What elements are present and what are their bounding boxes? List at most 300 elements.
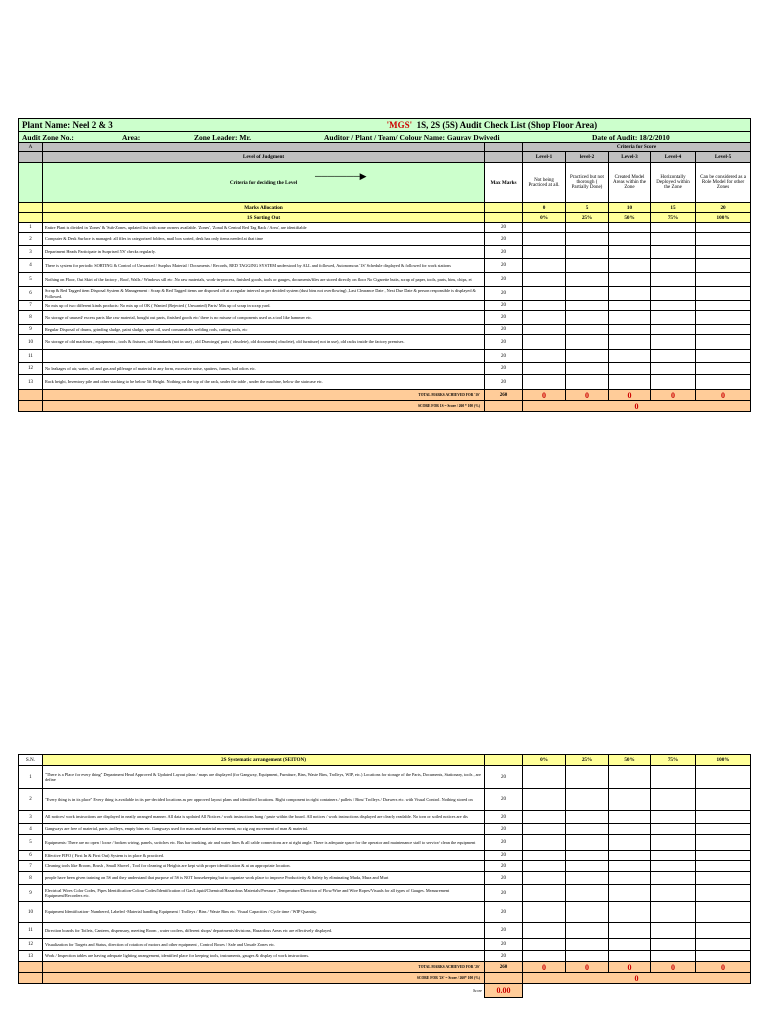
section1-title: 1S Sorting Out (43, 213, 485, 223)
score-cell-level-4[interactable] (651, 872, 696, 885)
percent-value: 100% (696, 755, 751, 766)
title-row (19, 119, 751, 132)
section2-total-l4: 0 (651, 962, 696, 973)
section2-total-l1: 0 (523, 962, 566, 973)
row-sn: 6 (19, 851, 43, 861)
score-cell-level-2[interactable] (566, 233, 609, 246)
score-cell-level-4[interactable] (651, 835, 696, 851)
score-cell-level-4[interactable] (651, 851, 696, 861)
score-cell-level-5[interactable] (696, 851, 751, 861)
section1-total-label: TOTAL MARKS ACHIEVED FOR '1S' (43, 390, 485, 401)
score-cell-level-5[interactable] (696, 233, 751, 246)
score-cell-level-2[interactable] (566, 902, 609, 923)
score-cell-level-1[interactable] (523, 350, 566, 363)
score-cell-level-4[interactable] (651, 375, 696, 390)
score-cell-level-2[interactable] (566, 363, 609, 375)
score-cell-level-3[interactable] (609, 766, 651, 789)
score-cell-level-5[interactable] (696, 861, 751, 872)
row-criteria-text: Equipments: There are no open / loose / broken wiring, panels, switches etc. Bus bar trunking, air and water lines & all cable connections are at right angle. There is adequate space for the operator and maintenance staff to service/ clean the equipment (43, 835, 485, 851)
row-sn: 10 (19, 902, 43, 923)
score-cell-level-5[interactable] (696, 835, 751, 851)
score-cell-level-3[interactable] (609, 363, 651, 375)
score-cell-level-3[interactable] (609, 301, 651, 311)
row-max-marks: 20 (485, 872, 523, 885)
row-sn: 8 (19, 872, 43, 885)
score-cell-level-5[interactable] (696, 363, 751, 375)
audit-checklist-2s-table (18, 754, 751, 998)
row-criteria-text: Visualization for Targets and Status, direction of rotation of motors and other equipment , Control Boxes / Safe and Unsafe Zones etc. (43, 939, 485, 951)
score-cell-level-1[interactable] (523, 246, 566, 259)
score-cell-level-2[interactable] (566, 885, 609, 902)
arrow-right-icon: ───────▶ (315, 171, 367, 181)
score-cell-level-5[interactable] (696, 872, 751, 885)
score-cell-level-5[interactable] (696, 223, 751, 233)
table-row (19, 923, 751, 939)
row-sn: 12 (19, 363, 43, 375)
score-cell-level-4[interactable] (651, 350, 696, 363)
score-cell-level-3[interactable] (609, 311, 651, 325)
row-sn: 4 (19, 824, 43, 835)
score-cell-level-2[interactable] (566, 311, 609, 325)
table-row (19, 951, 751, 962)
score-cell-level-4[interactable] (651, 259, 696, 273)
row-criteria-text: Department Heads Participate in Surprised 5'S' checks regularly. (43, 246, 485, 259)
score-cell-level-3[interactable] (609, 824, 651, 835)
row-criteria-text: Gangways are free of material, parts ,trolleys, empty bins etc. Gangways used for man and material movement, no zig zag movement of man & material. (43, 824, 485, 835)
info-row (19, 132, 751, 143)
row-sn: 1 (19, 766, 43, 789)
percent-value: 25% (566, 213, 609, 223)
row-sn: 13 (19, 951, 43, 962)
section2-total-l5: 0 (696, 962, 751, 973)
level-5-desc: Can be considered as a Role Model for other Zones (696, 163, 751, 203)
score-cell-level-2[interactable] (566, 287, 609, 301)
score-cell-level-1[interactable] (523, 923, 566, 939)
row-criteria-text: Direction boards for Toilets, Canteen, dispensary, meeting Room , water coolers, different shops/ departments/divisions, Hazardous Areas etc are effectively displayed. (43, 923, 485, 939)
score-cell-level-5[interactable] (696, 951, 751, 962)
mgs-label: 'MGS' (386, 120, 413, 130)
table-row (19, 939, 751, 951)
score-label: Score (473, 988, 482, 994)
row-sn: 11 (19, 350, 43, 363)
score-cell-level-4[interactable] (651, 335, 696, 350)
score-cell-level-2[interactable] (566, 301, 609, 311)
score-cell-level-5[interactable] (696, 375, 751, 390)
score-cell-level-1[interactable] (523, 811, 566, 824)
row-sn: 7 (19, 861, 43, 872)
score-cell-level-3[interactable] (609, 872, 651, 885)
row-max-marks: 20 (485, 789, 523, 811)
section1-total-l4: 0 (651, 390, 696, 401)
table-row (19, 789, 751, 811)
score-cell-level-2[interactable] (566, 824, 609, 835)
row-sn: 6 (19, 287, 43, 301)
criteria-label-cell (43, 163, 485, 203)
row-max-marks: 20 (485, 811, 523, 824)
score-cell-level-3[interactable] (609, 375, 651, 390)
row-sn: 7 (19, 301, 43, 311)
score-cell-level-3[interactable] (609, 273, 651, 287)
row-max-marks: 20 (485, 335, 523, 350)
row-max-marks: 20 (485, 273, 523, 287)
table-row (19, 325, 751, 335)
score-cell-level-1[interactable] (523, 851, 566, 861)
marks-allocation: Marks Allocation (43, 203, 485, 213)
section1-score-label: SCORE FOR 1S = Score / 260 * 100 (%) (43, 401, 485, 412)
table-row (19, 861, 751, 872)
score-cell-level-3[interactable] (609, 223, 651, 233)
score-cell-level-3[interactable] (609, 350, 651, 363)
max-marks-header: Max Marks (485, 163, 523, 203)
row-criteria-text: Electrical Wires Color Codes, Pipes Identification-Colour Codes/Identification of Gas/Liquid/Chemical/Hazardous Materials/Pressure ,Temperature/Direction of Flow/Wire and Wire Ropes/Visuals for all types of Gauges. Measurement Equipment/Recorders etc. (43, 885, 485, 902)
row-max-marks: 20 (485, 301, 523, 311)
score-cell-level-5[interactable] (696, 311, 751, 325)
score-cell-level-3[interactable] (609, 811, 651, 824)
marks-value: 10 (609, 203, 651, 213)
score-cell-level-4[interactable] (651, 951, 696, 962)
score-cell-level-2[interactable] (566, 789, 609, 811)
row-max-marks: 20 (485, 259, 523, 273)
row-max-marks: 20 (485, 885, 523, 902)
score-cell-level-2[interactable] (566, 375, 609, 390)
table-row (19, 233, 751, 246)
row-criteria-text (43, 350, 485, 363)
score-cell-level-5[interactable] (696, 939, 751, 951)
row-criteria-text: There is system for periodic SORTING & Control of Unwanted / Surplus Material / Documents / Records, RED TAGGING SYSTEM understood by ALL and followed, Autonomous '1S' Schedule displayed & followed for work stations (43, 259, 485, 273)
score-cell-level-3[interactable] (609, 902, 651, 923)
score-cell-level-4[interactable] (651, 789, 696, 811)
row-a-label: A (19, 143, 43, 152)
score-cell-level-3[interactable] (609, 885, 651, 902)
score-cell-level-4[interactable] (651, 301, 696, 311)
table-row (19, 363, 751, 375)
score-cell-level-1[interactable] (523, 939, 566, 951)
section1-total-l1: 0 (523, 390, 566, 401)
score-cell-level-1[interactable] (523, 872, 566, 885)
table-row (19, 375, 751, 390)
level-1-header: Level-1 (523, 152, 566, 163)
score-cell-level-5[interactable] (696, 824, 751, 835)
section2-total-l3: 0 (609, 962, 651, 973)
row-sn: 11 (19, 923, 43, 939)
table-row (19, 273, 751, 287)
section2-total-max: 260 (485, 962, 523, 973)
score-cell-level-5[interactable] (696, 766, 751, 789)
score-cell-level-1[interactable] (523, 301, 566, 311)
score-cell-level-2[interactable] (566, 923, 609, 939)
score-cell-level-1[interactable] (523, 789, 566, 811)
row-max-marks: 20 (485, 363, 523, 375)
row-criteria-text: Cleaning tools like Broom, Brush , Small Shovel , Tool for cleaning at Heights are kept with proper identification & at an appropriate location. (43, 861, 485, 872)
row-sn: 2 (19, 233, 43, 246)
percent-value: 0% (523, 755, 566, 766)
row-max-marks: 20 (485, 246, 523, 259)
row-max-marks: 20 (485, 824, 523, 835)
row-max-marks: 20 (485, 939, 523, 951)
row-criteria-text: Work / Inspection tables are having adequate lighting arrangement, identified place for keeping tools, instruments, gauges & display of work instructions. (43, 951, 485, 962)
score-cell-level-4[interactable] (651, 233, 696, 246)
score-cell-level-2[interactable] (566, 246, 609, 259)
level-4-desc: Horizontally Deployed within the Zone (651, 163, 696, 203)
row-max-marks: 20 (485, 233, 523, 246)
row-max-marks: 20 (485, 311, 523, 325)
table-row (19, 811, 751, 824)
score-cell-level-5[interactable] (696, 246, 751, 259)
area: Area: (122, 132, 141, 142)
section2-total-l2: 0 (566, 962, 609, 973)
table-row (19, 902, 751, 923)
section2-score: 0 (523, 973, 751, 984)
score-cell-level-1[interactable] (523, 273, 566, 287)
score-cell-level-4[interactable] (651, 824, 696, 835)
level-3-desc: Created Model Areas within the Zone (609, 163, 651, 203)
section1-total-l3: 0 (609, 390, 651, 401)
score-cell-level-5[interactable] (696, 902, 751, 923)
section2-score-label: SCORE FOR '2S' = Score / 260* 100 (%) (43, 973, 485, 984)
score-cell-level-3[interactable] (609, 259, 651, 273)
score-cell-level-4[interactable] (651, 811, 696, 824)
row-criteria-text: No storage of unused/ excess parts like raw material, bought out parts, finished goods etc/ there is no misuse of components used as a tool like hammer etc. (43, 311, 485, 325)
score-cell-level-2[interactable] (566, 951, 609, 962)
score-cell-level-1[interactable] (523, 363, 566, 375)
section1-score: 0 (523, 401, 751, 412)
score-cell-level-5[interactable] (696, 259, 751, 273)
score-cell-level-5[interactable] (696, 325, 751, 335)
level-of-judgment: Level of Judgment (43, 152, 485, 163)
score-cell-level-1[interactable] (523, 824, 566, 835)
percent-value: 50% (609, 755, 651, 766)
marks-value: 15 (651, 203, 696, 213)
row-sn: 5 (19, 273, 43, 287)
table-row (19, 851, 751, 861)
level-4-header: Level-4 (651, 152, 696, 163)
score-cell-level-1[interactable] (523, 885, 566, 902)
table-row (19, 301, 751, 311)
score-cell-level-4[interactable] (651, 287, 696, 301)
score-cell-level-3[interactable] (609, 246, 651, 259)
score-value: 0.00 (485, 984, 523, 998)
score-cell-level-5[interactable] (696, 885, 751, 902)
score-cell-level-4[interactable] (651, 923, 696, 939)
table-row (19, 311, 751, 325)
score-cell-level-4[interactable] (651, 363, 696, 375)
row-max-marks: 20 (485, 766, 523, 789)
marks-value: 20 (696, 203, 751, 213)
score-cell-level-3[interactable] (609, 325, 651, 335)
row-criteria-text: Entire Plant is divided in 'Zones' & 'Sub-Zones, updated list with zone owners available. 'Zones', 'Zonal & Central Red Tag Rack / Area', are identifiable (43, 223, 485, 233)
score-cell-level-2[interactable] (566, 350, 609, 363)
score-cell-level-1[interactable] (523, 861, 566, 872)
row-criteria-text: Effective FIFO ( First In & First Out) System is in place & practiced. (43, 851, 485, 861)
score-cell-level-4[interactable] (651, 325, 696, 335)
score-cell-level-1[interactable] (523, 335, 566, 350)
table-row (19, 335, 751, 350)
row-criteria-text: Regular Disposal of drums, grinding sludge, paint sludge, spent oil, used consumables welding rods, cutting tools, etc (43, 325, 485, 335)
table-row (19, 287, 751, 301)
row-sn: 3 (19, 811, 43, 824)
row-sn: 4 (19, 259, 43, 273)
row-sn: 10 (19, 335, 43, 350)
score-cell-level-5[interactable] (696, 273, 751, 287)
row-max-marks: 20 (485, 287, 523, 301)
row-criteria-text: "Every thing is in its place" Every thing is available in its pre-decided locations as per approved layout plans and identified locations. Right component in right containers / pallets / Bins/ Trolleys / Drawers etc. with Visual Control. Nothing stored on (43, 789, 485, 811)
score-cell-level-1[interactable] (523, 951, 566, 962)
marks-value: 0 (523, 203, 566, 213)
score-cell-level-2[interactable] (566, 811, 609, 824)
level-2-header: level-2 (566, 152, 609, 163)
row-max-marks: 20 (485, 835, 523, 851)
audit-checklist-1s-table (18, 118, 751, 412)
row-criteria-text: Rack height, Inventory pile and other stacking to be below 5ft Height. Nothing on the top of the rack, under the table , under the machine, below the staircase etc. (43, 375, 485, 390)
row-sn: 12 (19, 939, 43, 951)
row-sn: 9 (19, 325, 43, 335)
score-cell-level-5[interactable] (696, 301, 751, 311)
row-max-marks: 20 (485, 902, 523, 923)
row-max-marks: 20 (485, 223, 523, 233)
score-cell-level-2[interactable] (566, 273, 609, 287)
row-criteria-text: No leakages of air, water, oil and gas and pilferage of material in any form, excessive noise, spatters, fumes, bad odors etc. (43, 363, 485, 375)
score-cell-level-3[interactable] (609, 951, 651, 962)
score-cell-level-1[interactable] (523, 902, 566, 923)
score-cell-level-3[interactable] (609, 835, 651, 851)
score-cell-level-2[interactable] (566, 325, 609, 335)
score-cell-level-1[interactable] (523, 375, 566, 390)
marks-value: 5 (566, 203, 609, 213)
row-sn: 8 (19, 311, 43, 325)
score-cell-level-2[interactable] (566, 835, 609, 851)
score-cell-level-1[interactable] (523, 311, 566, 325)
percent-value: 75% (651, 213, 696, 223)
score-cell-level-4[interactable] (651, 885, 696, 902)
score-cell-level-2[interactable] (566, 335, 609, 350)
row-max-marks: 20 (485, 325, 523, 335)
table-row (19, 766, 751, 789)
score-cell-level-4[interactable] (651, 311, 696, 325)
checklist-title: 1S, 2S (5S) Audit Check List (Shop Floor Area) (416, 120, 598, 130)
row-criteria-text: Nothing on Floor, Out Skirt of the factory , Roof, Walls / Windows sill etc .No raw materials, work-in-process, finished goods, tools or gauges, documents/files are stored directly on floor No Cigarette butts, scrap of paper, tools, parts, bins, chips, et (43, 273, 485, 287)
level-2-desc: Practiced but not thorough ( Partially Done) (566, 163, 609, 203)
section1-total-max: 260 (485, 390, 523, 401)
row-criteria-text: No storage of old machines , equipments , tools & fixtures, old Standards (not in use) , old Drawings( parts ( obsolete), old documents( obsolete), old furniture( not in use), old racks inside the factory premises. (43, 335, 485, 350)
score-cell-level-2[interactable] (566, 223, 609, 233)
score-cell-level-2[interactable] (566, 259, 609, 273)
table-row (19, 259, 751, 273)
score-cell-level-5[interactable] (696, 335, 751, 350)
score-cell-level-3[interactable] (609, 939, 651, 951)
score-cell-level-5[interactable] (696, 789, 751, 811)
score-cell-level-1[interactable] (523, 287, 566, 301)
row-criteria-text: "There is a Place for every thing" Department Head Approved & Updated Layout plans / maps are displayed (for Gangway, Equipment, Furniture, Bins, Waste Bins, Trolleys, WIP, etc.) Locations for storage of the Parts, Documents, Stationary, tools , are define (43, 766, 485, 789)
plant-name: Plant Name: Neel 2 & 3 (22, 120, 113, 130)
audit-zone: Audit Zone No.: (22, 132, 74, 142)
score-cell-level-4[interactable] (651, 273, 696, 287)
row-max-marks: 20 (485, 375, 523, 390)
percent-value: 25% (566, 755, 609, 766)
row-sn: 5 (19, 835, 43, 851)
table-row (19, 835, 751, 851)
percent-value: 50% (609, 213, 651, 223)
table-row (19, 223, 751, 233)
score-cell-level-1[interactable] (523, 223, 566, 233)
level-1-desc: Not being Practiced at all. (523, 163, 566, 203)
row-criteria-text: people have been given training on 5S and they understand that purpose of 5S is NOT housekeeping but to organize work place to improve Productivity & Safety by eliminating Muda, Mura and Muri (43, 872, 485, 885)
table-row (19, 824, 751, 835)
score-cell-level-2[interactable] (566, 939, 609, 951)
row-sn: 3 (19, 246, 43, 259)
score-cell-level-4[interactable] (651, 766, 696, 789)
score-cell-level-4[interactable] (651, 902, 696, 923)
percent-value: 0% (523, 213, 566, 223)
criteria-for-score: Criteria for Score (523, 143, 751, 152)
score-cell-level-3[interactable] (609, 287, 651, 301)
score-cell-level-1[interactable] (523, 259, 566, 273)
score-cell-level-3[interactable] (609, 923, 651, 939)
row-max-marks: 20 (485, 861, 523, 872)
row-sn: 13 (19, 375, 43, 390)
level-5-header: Level-5 (696, 152, 751, 163)
row-sn: 9 (19, 885, 43, 902)
score-cell-level-2[interactable] (566, 851, 609, 861)
score-cell-level-5[interactable] (696, 811, 751, 824)
table-row (19, 246, 751, 259)
score-cell-level-2[interactable] (566, 766, 609, 789)
auditor: Auditor / Plant / Team/ Colour Name: Gaurav Dwivedi (324, 132, 500, 142)
section2-total-label: TOTAL MARKS ACHIEVED FOR '2S' (43, 962, 485, 973)
row-criteria-text: Equipment Identification- Numbered, Labeled -Material handling Equipment / Trolleys / Bins / Waste Bins etc. Visual Capacities / Cycle time / WIP Quantity. (43, 902, 485, 923)
row-max-marks: 20 (485, 851, 523, 861)
score-cell-level-5[interactable] (696, 350, 751, 363)
score-cell-level-1[interactable] (523, 325, 566, 335)
score-cell-level-3[interactable] (609, 861, 651, 872)
score-cell-level-2[interactable] (566, 861, 609, 872)
score-cell-level-4[interactable] (651, 861, 696, 872)
row-max-marks: 20 (485, 350, 523, 363)
zone-leader: Zone Leader: Mr. (194, 132, 252, 142)
score-cell-level-3[interactable] (609, 851, 651, 861)
percent-value: 100% (696, 213, 751, 223)
score-cell-level-4[interactable] (651, 223, 696, 233)
section2-title: 2S Systematic arrangement (SEITON) (43, 755, 485, 766)
score-cell-level-1[interactable] (523, 233, 566, 246)
row-max-marks: 20 (485, 951, 523, 962)
score-cell-level-1[interactable] (523, 835, 566, 851)
score-cell-level-3[interactable] (609, 335, 651, 350)
table-row (19, 885, 751, 902)
level-3-header: Level-3 (609, 152, 651, 163)
score-cell-level-3[interactable] (609, 789, 651, 811)
row-sn: 2 (19, 789, 43, 811)
score-cell-level-4[interactable] (651, 246, 696, 259)
row-criteria-text: No mix up of two different kinds products: No mix up of OK ( Wanted )Rejected ( Unwanted) Parts/ Mix up of scrap in scrap yard. (43, 301, 485, 311)
row-sn: 1 (19, 223, 43, 233)
sn-header: S.N. (19, 755, 43, 766)
table-row (19, 350, 751, 363)
row-criteria-text: Scrap & Red Tagged item Disposal System & Management : Scrap & Red Tagged items are disposed off at a regular interval as per decided system (dust bins not overflowing) ,Last Clearance Date , Next Due Date & person responsible is displayed & Followed. (43, 287, 485, 301)
score-cell-level-5[interactable] (696, 923, 751, 939)
percent-value: 75% (651, 755, 696, 766)
criteria-label: Criteria for deciding the Level (229, 179, 298, 186)
row-max-marks: 20 (485, 923, 523, 939)
score-cell-level-2[interactable] (566, 872, 609, 885)
score-cell-level-5[interactable] (696, 287, 751, 301)
score-cell-level-3[interactable] (609, 233, 651, 246)
section1-total-l5: 0 (696, 390, 751, 401)
row-criteria-text: All notices/ work instructions are displayed in neatly arranged manner. All data is updated All Notices / work instructions hang / paste within the board. All notices / work instructions displayed are clearly readable. No torn or soiled notices are dis (43, 811, 485, 824)
score-cell-level-1[interactable] (523, 766, 566, 789)
audit-date: Date of Audit: 18/2/2010 (592, 132, 670, 142)
score-cell-level-4[interactable] (651, 939, 696, 951)
section1-total-l2: 0 (566, 390, 609, 401)
